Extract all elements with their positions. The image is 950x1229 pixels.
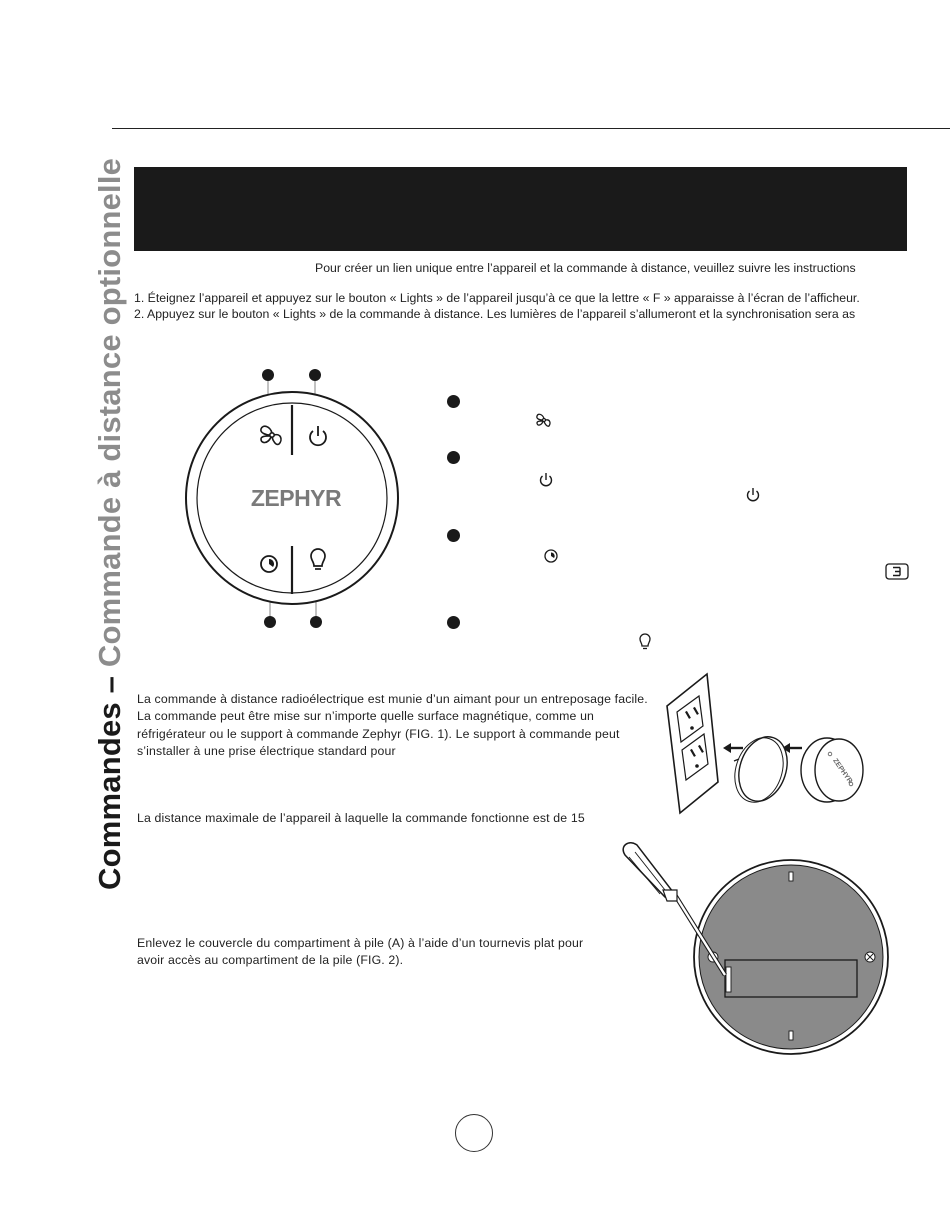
callout-dot-light <box>310 616 322 628</box>
legend-bullet-1 <box>447 395 460 408</box>
display-icon <box>885 563 909 580</box>
fan-icon <box>535 411 553 429</box>
power-icon <box>745 487 761 503</box>
side-title-main: Commandes – <box>92 667 127 890</box>
battery-paragraph: Enlevez le couvercle du compartiment à pile (A) à l’aide d’un tournevis plat pour avoir accès au compartiment de la pile (FIG. 2). <box>137 936 584 968</box>
fig2-battery-illustration <box>615 840 900 1065</box>
intro-text: Pour créer un lien unique entre l’appareil et la commande à distance, veuillez suivre les instructions <box>315 261 856 275</box>
battery-compartment <box>725 960 857 997</box>
page-number-circle <box>455 1114 493 1152</box>
callout-dot-fan <box>262 369 274 381</box>
timer-icon <box>543 548 559 564</box>
legend-bullet-4 <box>447 616 460 629</box>
callout-dot-timer <box>264 616 276 628</box>
callout-dot-power <box>309 369 321 381</box>
bulb-icon <box>637 633 653 651</box>
power-icon <box>538 472 554 488</box>
step-1: 1. Éteignez l’appareil et appuyez sur le bouton « Lights » de l’appareil jusqu’à ce que la lettre « F » apparaisse à l’écran de l’afficheur. <box>134 291 860 305</box>
distance-paragraph: La distance maximale de l’appareil à laquelle la commande fonctionne est de 15 <box>137 811 585 825</box>
fig1-outlet-illustration <box>655 668 880 818</box>
remote-brand: ZEPHYR <box>250 485 342 511</box>
header-rule <box>112 128 950 129</box>
side-title <box>92 158 128 890</box>
remote-diagram <box>180 360 410 635</box>
step-2: 2. Appuyez sur le bouton « Lights » de la commande à distance. Les lumières de l’appareil s’allumeront et la synchronisation sera as <box>134 307 856 321</box>
magnet-paragraph: La commande à distance radioélectrique est munie d’un aimant pour un entreposage facile. La commande peut être mise sur n’importe quelle surface magnétique, comme un réfrigérateur ou le support à commande Zephyr (FIG. 1). Le support à commande peut s’installer à une prise électrique standard pour <box>137 692 648 758</box>
section-banner <box>134 167 907 251</box>
remote-back-plate <box>699 865 883 1049</box>
legend-bullet-2 <box>447 451 460 464</box>
svg-text:ZEPHYR: ZEPHYR <box>831 757 854 785</box>
side-title-sub: Commande à distance optionnelle <box>92 157 127 668</box>
legend-bullet-3 <box>447 529 460 542</box>
